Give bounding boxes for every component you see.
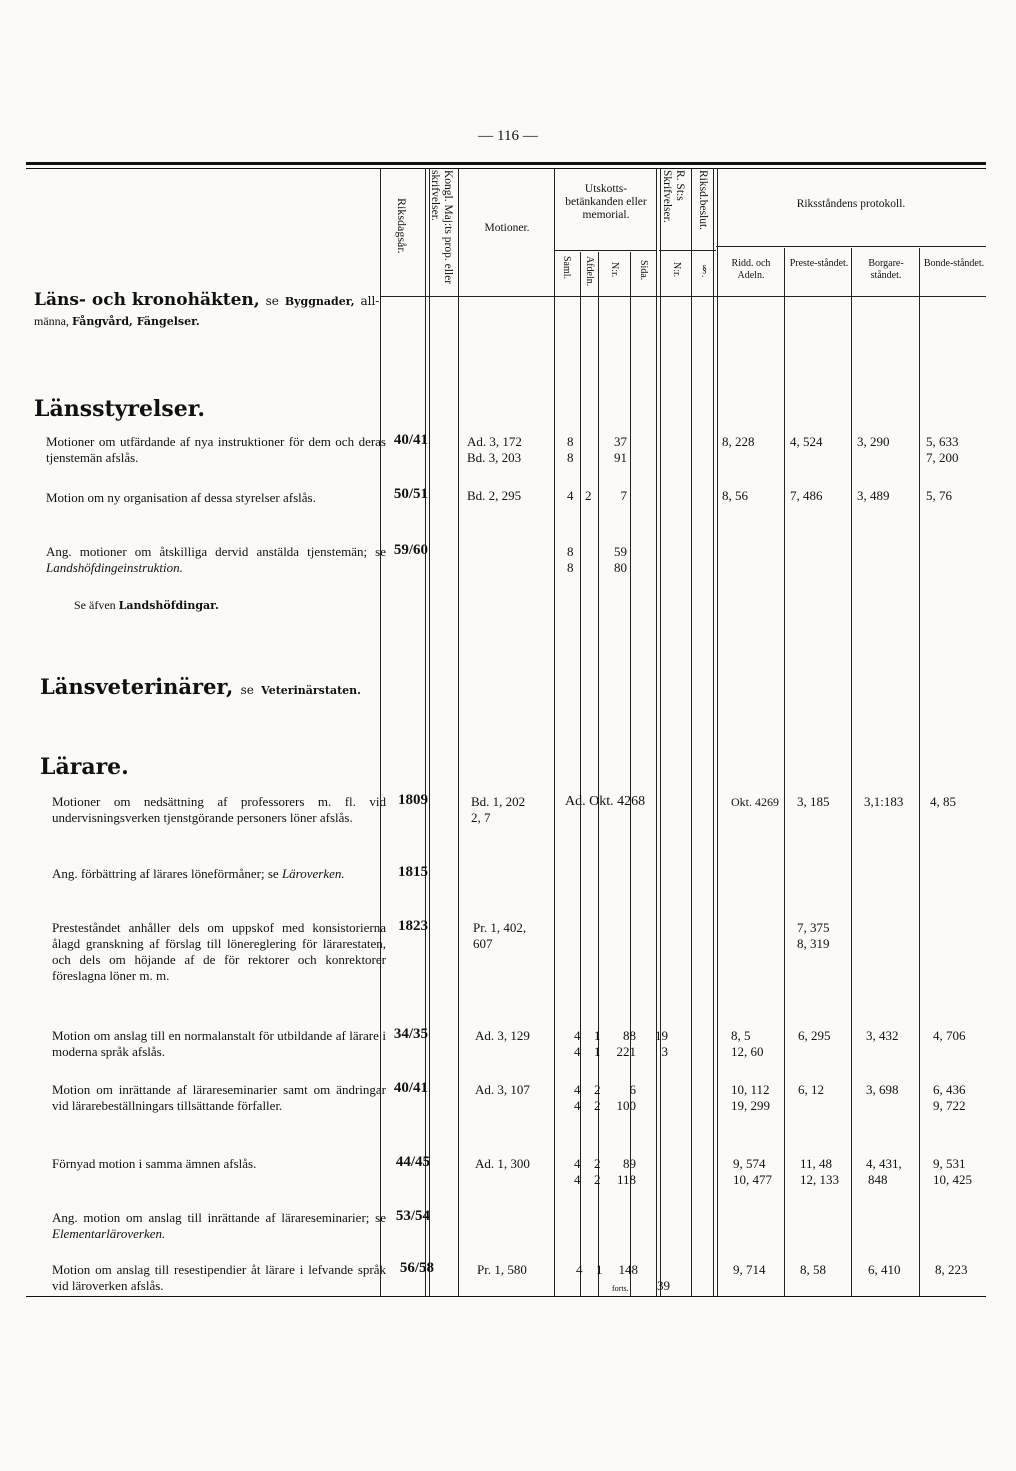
entry-nr: 7 <box>620 488 627 503</box>
entry-utskott: Ad. Okt. 4268 <box>565 794 646 809</box>
entry-nr: 88 <box>623 1028 636 1043</box>
entry-bonde: 4, 85 <box>930 794 956 809</box>
header-line <box>716 246 986 247</box>
entry-year: 1823 <box>398 918 428 934</box>
header-riksdbeslut-s: §. <box>699 264 710 278</box>
entry-sida: 39 <box>657 1278 670 1293</box>
entry-nr: 148 <box>618 1262 638 1277</box>
top-rule-thin <box>26 168 986 169</box>
col-line <box>458 168 459 1296</box>
entry-ridd: 9, 714 <box>733 1262 766 1277</box>
entry-afdeln: 1 <box>594 1028 601 1043</box>
entry-sida: 19 <box>655 1028 668 1043</box>
entry-bonde: 10, 425 <box>933 1172 972 1187</box>
section-heading: Länsstyrelser. <box>34 396 205 422</box>
entry-ridd: 8, 5 <box>731 1028 751 1043</box>
entry-saml: 4 <box>574 1172 581 1187</box>
col-line <box>554 168 555 1296</box>
entry-borgare: 848 <box>868 1172 888 1187</box>
entry-afdeln: 1 <box>596 1262 603 1277</box>
entry-motion: Ad. 3, 172 <box>467 434 522 449</box>
entry-saml: 4 <box>567 488 574 503</box>
entry-saml: 4 <box>574 1156 581 1171</box>
header-rsts-nr: N:r. <box>671 262 682 278</box>
entry-bonde: 9, 531 <box>933 1156 966 1171</box>
entry-borgare: 3, 698 <box>866 1082 899 1097</box>
header-riksdbeslut: Riksd.beslut. <box>697 170 709 231</box>
entry-text: Ang. motioner om åtskilliga dervid anstälda tjenstemän; se Landshöfdingeinstruktion. <box>46 544 386 575</box>
col-line <box>598 252 599 1296</box>
entry-sida: 3 <box>661 1044 668 1059</box>
col-line <box>630 252 631 1296</box>
header-protokoll: Riksståndens protokoll. <box>796 198 906 210</box>
entry-ridd: 10, 112 <box>731 1082 770 1097</box>
entry-bonde: 4, 706 <box>933 1028 966 1043</box>
entry-borgare: 3, 290 <box>857 434 890 449</box>
entry-ridd: 8, 228 <box>722 434 755 449</box>
entry-borgare: 3,1:183 <box>864 794 904 809</box>
see-also: Se äfven Landshöfdingar. <box>74 598 219 612</box>
col-line <box>425 168 430 1296</box>
col-line <box>656 168 661 1296</box>
entry-text: Presteståndet anhåller dels om uppskof med konsistorierna ålagd granskning af förslag till lönereglering för lärarestaten, och dels om höjande af de för rektorer och konrektorer föreslagna löner m. m. <box>52 920 386 983</box>
entry-motion: Bd. 2, 295 <box>467 488 522 503</box>
entry-text: Motioner om nedsättning af professorers m. fl. vid undervisningsverken tjenstgörande personers löner afslås. <box>52 794 386 825</box>
header-motioner: Motioner. <box>484 222 530 234</box>
entry-saml: 4 <box>574 1044 581 1059</box>
entry-afdeln: 2 <box>594 1082 601 1097</box>
entry-motion: 2, 7 <box>471 810 491 825</box>
entry-text: Motion om ny organisation af dessa styrelser afslås. <box>46 490 316 505</box>
entry-motion: Pr. 1, 580 <box>477 1262 527 1277</box>
entry-year: 40/41 <box>393 1080 428 1096</box>
entry-nr: 89 <box>623 1156 636 1171</box>
entry-afdeln: 1 <box>594 1044 601 1059</box>
col-line <box>380 168 381 1296</box>
entry-nr: 80 <box>614 560 627 575</box>
entry-saml: 4 <box>574 1082 581 1097</box>
entry-nr: 118 <box>616 1172 636 1187</box>
col-line <box>580 252 581 1296</box>
section-heading: Lärare. <box>40 754 129 780</box>
entry-saml: 4 <box>574 1028 581 1043</box>
entry-nr: 37 <box>614 434 627 449</box>
entry-year: 44/45 <box>395 1154 430 1170</box>
entry-motion: Pr. 1, 402, <box>473 920 527 935</box>
header-rsts: R. St:s Skrifvelser. <box>661 170 686 223</box>
header-borgare: Borgare-ståndet. <box>868 258 904 281</box>
entry-ridd: 19, 299 <box>731 1098 770 1113</box>
entry-bonde: 8, 223 <box>935 1262 968 1277</box>
entry-text: Ang. förbättring af lärares löneförmåner; se Läroverken. <box>52 866 345 881</box>
header-afdeln: Afdeln. <box>584 256 595 287</box>
entry-bonde: 5, 76 <box>926 488 952 503</box>
header-kongl: Kongl. Maj:ts prop. eller skrifvelser. <box>429 170 454 285</box>
entry-text: Motion om anslag till resestipendier åt lärare i lefvande språk vid läroverken afslås. <box>52 1262 386 1293</box>
entry-saml: 8 <box>567 560 574 575</box>
entry-borgare: 4, 431, <box>866 1156 902 1171</box>
entry-afdeln: 2 <box>585 488 592 503</box>
entry-preste: 12, 133 <box>800 1172 839 1187</box>
entry-preste: 6, 295 <box>798 1028 831 1043</box>
header-saml: Saml. <box>561 256 572 280</box>
entry-borgare: 6, 410 <box>868 1262 901 1277</box>
header-line <box>554 250 656 251</box>
entry-text: Motion om inrättande af lärareseminarier samt om ändringar vid lärarebeställningars tillsättande förfaller. <box>52 1082 386 1113</box>
entry-bonde: 5, 633 <box>926 434 959 449</box>
section-heading: Läns- och kronohäkten, se Byggnader, all- <box>34 290 380 310</box>
entry-preste: 8, 58 <box>800 1262 826 1277</box>
entry-nr: 91 <box>614 450 627 465</box>
entry-text: Förnyad motion i samma ämnen afslås. <box>52 1156 257 1171</box>
entry-motion: Bd. 3, 203 <box>467 450 522 465</box>
header-ridd: Ridd. och Adeln. <box>731 258 771 281</box>
col-line <box>784 248 785 1296</box>
page-number: — 116 — <box>478 128 538 144</box>
entry-year: 1815 <box>398 864 428 880</box>
entry-year: 40/41 <box>393 432 428 448</box>
entry-nr: 100 <box>616 1098 636 1113</box>
col-line <box>919 248 920 1296</box>
entry-nr-note: forts. <box>612 1284 629 1293</box>
entry-saml: 4 <box>574 1098 581 1113</box>
entry-preste: 8, 319 <box>797 936 830 951</box>
col-line <box>713 168 718 1296</box>
entry-motion: Bd. 1, 202 <box>471 794 526 809</box>
entry-bonde: 6, 436 <box>933 1082 966 1097</box>
entry-motion: Ad. 1, 300 <box>475 1156 530 1171</box>
header-utskott: Utskotts-betänkanden eller memorial. <box>565 183 647 221</box>
entry-borgare: 3, 432 <box>866 1028 899 1043</box>
entry-preste: 7, 375 <box>797 920 830 935</box>
top-rule <box>26 162 986 165</box>
section-see: männa, Fångvård, Fängelser. <box>34 314 200 328</box>
header-bonde: Bonde-ståndet. <box>923 258 985 269</box>
entry-ridd: Okt. 4269 <box>731 795 779 809</box>
entry-borgare: 3, 489 <box>857 488 890 503</box>
entry-saml: 8 <box>567 450 574 465</box>
section-heading: Länsveterinärer, se Veterinärstaten. <box>40 674 361 699</box>
header-bottom-line <box>380 296 986 297</box>
entry-year: 56/58 <box>399 1260 434 1276</box>
entry-preste: 6, 12 <box>798 1082 824 1097</box>
entry-text: Ang. motion om anslag till inrättande af lärareseminarier; se Elementarläroverken. <box>52 1210 386 1241</box>
entry-ridd: 10, 477 <box>733 1172 772 1187</box>
entry-motion: Ad. 3, 129 <box>475 1028 530 1043</box>
entry-text: Motion om anslag till en normalanstalt för utbildande af lärare i moderna språk afslås. <box>52 1028 386 1059</box>
entry-motion: Ad. 3, 107 <box>475 1082 530 1097</box>
col-line <box>851 248 852 1296</box>
header-nr: N:r. <box>609 262 620 278</box>
bottom-rule <box>26 1296 986 1297</box>
entry-ridd: 8, 56 <box>722 488 748 503</box>
entry-saml: 4 <box>576 1262 583 1277</box>
entry-afdeln: 2 <box>594 1172 601 1187</box>
entry-year: 50/51 <box>393 486 428 502</box>
entry-preste: 7, 486 <box>790 488 823 503</box>
header-sida: Sida. <box>638 260 649 281</box>
entry-nr: 59 <box>614 544 627 559</box>
entry-year: 53/54 <box>395 1208 430 1224</box>
entry-text: Motioner om utfärdande af nya instruktioner för dem och deras tjenstemän afslås. <box>46 434 386 465</box>
entry-ridd: 9, 574 <box>733 1156 766 1171</box>
entry-motion: 607 <box>473 936 493 951</box>
entry-preste: 4, 524 <box>790 434 823 449</box>
entry-nr: 221 <box>616 1044 636 1059</box>
entry-bonde: 7, 200 <box>926 450 959 465</box>
entry-year: 59/60 <box>393 542 428 558</box>
col-line <box>691 168 692 1296</box>
entry-saml: 8 <box>567 434 574 449</box>
entry-bonde: 9, 722 <box>933 1098 966 1113</box>
entry-nr: 6 <box>629 1082 636 1097</box>
entry-preste: 11, 48 <box>800 1156 833 1171</box>
entry-afdeln: 2 <box>594 1098 601 1113</box>
entry-saml: 8 <box>567 544 574 559</box>
entry-ridd: 12, 60 <box>731 1044 764 1059</box>
header-preste: Preste-ståndet. <box>789 258 849 269</box>
entry-preste: 3, 185 <box>797 794 830 809</box>
header-riksdagsar: Riksdagsår. <box>395 198 409 254</box>
entry-afdeln: 2 <box>594 1156 601 1171</box>
entry-year: 34/35 <box>393 1026 428 1042</box>
header-line <box>659 250 716 251</box>
entry-year: 1809 <box>398 792 428 808</box>
